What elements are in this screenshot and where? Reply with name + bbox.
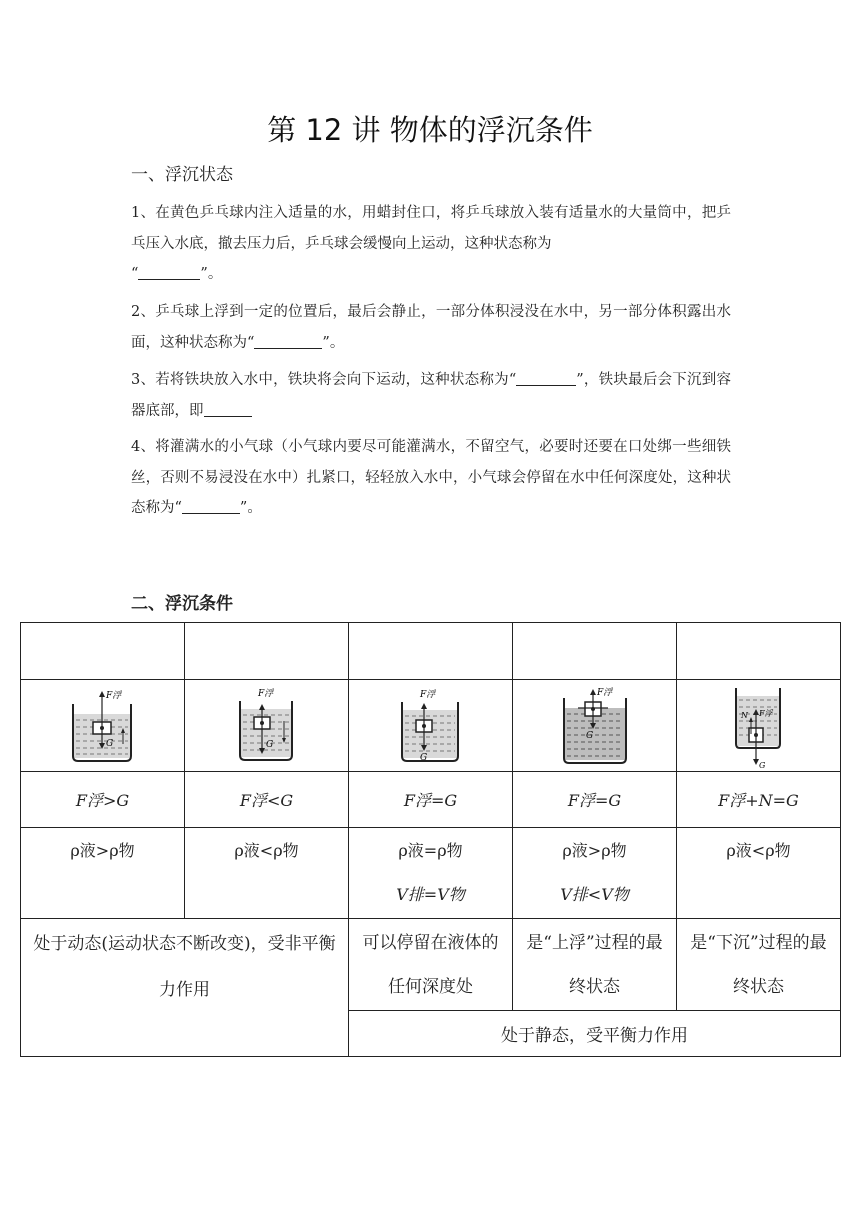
buoyancy-label: F浮 bbox=[419, 689, 435, 700]
diagram-suspended bbox=[349, 680, 513, 772]
force-cell-bottom: F浮+N=G bbox=[677, 772, 841, 828]
description-row bbox=[21, 919, 841, 1011]
normal-force-label: N bbox=[740, 710, 748, 720]
volume-relation: V排<V物 bbox=[560, 885, 629, 904]
volume-relation: V排=V物 bbox=[396, 885, 465, 904]
beaker-sinking-diagram bbox=[236, 685, 298, 767]
buoyancy-label: F浮 bbox=[596, 687, 612, 698]
paragraph-3-text: 3、若将铁块放入水中，铁块将会向下运动，这种状态称为“ bbox=[131, 372, 517, 388]
density-row bbox=[21, 828, 841, 919]
density-cell-floating bbox=[513, 828, 677, 919]
paragraph-3 bbox=[131, 365, 731, 426]
buoyancy-label: F浮 bbox=[257, 688, 273, 699]
beaker-bottom-diagram bbox=[732, 684, 786, 768]
diagram-row bbox=[21, 680, 841, 772]
sink-state-cell: 是“下沉”过程的最终状态 bbox=[677, 919, 841, 1011]
beaker-suspended-diagram bbox=[398, 686, 464, 766]
force-cell-suspended: F浮=G bbox=[349, 772, 513, 828]
force-row bbox=[21, 772, 841, 828]
quote-open: “ bbox=[131, 266, 139, 282]
paragraph-2-end: ”。 bbox=[322, 334, 345, 351]
section-heading-conditions: 二、浮沉条件 bbox=[131, 594, 233, 614]
paragraph-1 bbox=[131, 198, 731, 290]
float-state-cell: 是“上浮”过程的最终状态 bbox=[513, 919, 677, 1011]
diagram-sinking bbox=[185, 680, 349, 772]
answer-blank-4[interactable] bbox=[204, 400, 252, 417]
header-row bbox=[21, 623, 841, 680]
density-cell-bottom: ρ液<ρ物 bbox=[677, 828, 841, 919]
force-cell-rising: F浮>G bbox=[21, 772, 185, 828]
density-relation: ρ液>ρ物 bbox=[562, 841, 627, 860]
diagram-floating bbox=[513, 680, 677, 772]
header-cell bbox=[677, 623, 841, 680]
header-cell bbox=[185, 623, 349, 680]
answer-blank-1[interactable] bbox=[138, 263, 200, 280]
buoyancy-label: F浮 bbox=[105, 690, 121, 701]
paragraph-3-mid: ”，铁块最后会下沉到容器底部，即 bbox=[131, 372, 731, 419]
paragraph-2-text: 2、乒乓球上浮到一定的位置后，最后会静止，一部分体积浸没在水中，另一部分体积露出水面，这种状态称为“ bbox=[131, 304, 731, 351]
density-cell-sinking: ρ液<ρ物 bbox=[185, 828, 349, 919]
paragraph-4-text: 4、将灌满水的小气球（小气球内要尽可能灌满水，不留空气，必要时还要在口处绑一些细铁丝，否则不易浸没在水中）扎紧口，轻轻放入水中，小气球会停留在水中任何深度处，这种状态称为“ bbox=[131, 439, 731, 516]
answer-blank-2[interactable] bbox=[254, 332, 322, 349]
suspend-state-cell: 可以停留在液体的任何深度处 bbox=[349, 919, 513, 1011]
section-heading-states: 一、浮沉状态 bbox=[131, 165, 233, 185]
page-title: 第 12 讲 物体的浮沉条件 bbox=[267, 113, 593, 147]
diagram-rising bbox=[21, 680, 185, 772]
conditions-table bbox=[20, 622, 841, 1057]
force-cell-sinking: F浮<G bbox=[185, 772, 349, 828]
header-cell bbox=[349, 623, 513, 680]
gravity-label: G bbox=[585, 730, 593, 741]
density-cell-suspended bbox=[349, 828, 513, 919]
static-state-cell: 处于静态，受平衡力作用 bbox=[349, 1011, 841, 1057]
beaker-floating-diagram bbox=[560, 686, 630, 766]
header-cell bbox=[21, 623, 185, 680]
beaker-rising-diagram bbox=[68, 686, 138, 766]
gravity-label: G bbox=[419, 752, 427, 763]
gravity-label: G bbox=[265, 739, 273, 750]
paragraph-4 bbox=[131, 432, 731, 524]
answer-blank-3[interactable] bbox=[516, 369, 576, 386]
paragraph-2 bbox=[131, 297, 731, 358]
gravity-label: G bbox=[758, 760, 765, 768]
diagram-bottom bbox=[677, 680, 841, 772]
header-cell bbox=[513, 623, 677, 680]
paragraph-4-end: ”。 bbox=[239, 500, 262, 516]
density-cell-rising: ρ液>ρ物 bbox=[21, 828, 185, 919]
buoyancy-label: F浮 bbox=[758, 708, 773, 718]
density-relation: ρ液=ρ物 bbox=[398, 841, 463, 860]
paragraph-1-text: 1、在黄色乒乓球内注入适量的水，用蜡封住口，将乒乓球放入装有适量水的大量筒中，把乒乓压入水底，撤去压力后，乒乓球会缓慢向上运动，这种状态称为 bbox=[131, 205, 731, 252]
force-cell-floating: F浮=G bbox=[513, 772, 677, 828]
answer-blank-5[interactable] bbox=[182, 497, 240, 514]
dynamic-state-cell: 处于动态(运动状态不断改变)，受非平衡力作用 bbox=[21, 919, 349, 1057]
gravity-label: G bbox=[105, 738, 113, 749]
quote-close: ”。 bbox=[200, 266, 223, 282]
